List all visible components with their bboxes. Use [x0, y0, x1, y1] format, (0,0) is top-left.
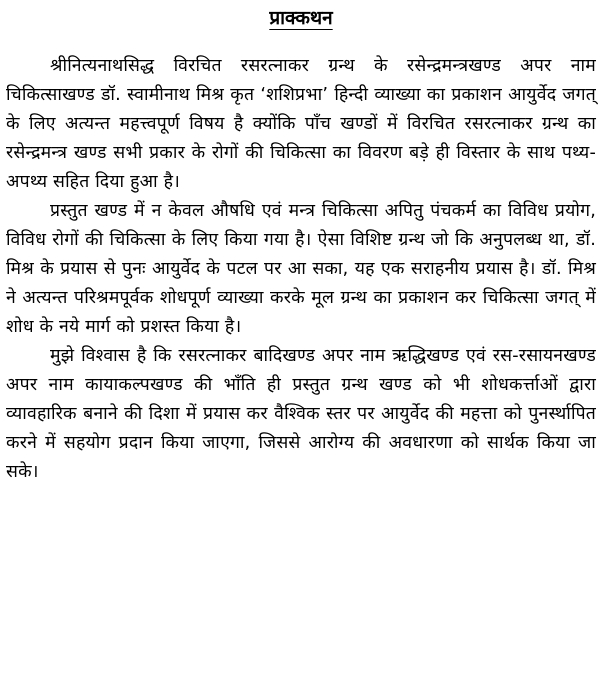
paragraph-2: प्रस्तुत खण्ड में न केवल औषधि एवं मन्त्र चिकित्सा अपितु पंचकर्म का विविध प्रयोग, विविध रोगों की चिकित्सा के लिए किया गया है। ऐसा विशिष्ट ग्रन्थ जो कि अनुपलब्ध था, डॉ. मिश्र के प्रयास से पुनः आयुर्वेद के पटल पर आ सका, यह एक सराहनीय प्रयास है। डॉ. मिश्र ने अत्यन्त परिश्रमपूर्वक शोधपूर्ण व्याख्या करके मूल ग्रन्थ का प्रकाशन कर चिकित्सा जगत् में शोध के नये मार्ग को प्रशस्त किया है। — [6, 201, 596, 337]
page-title: प्राक्कथन — [269, 7, 333, 29]
paragraph-3: मुझे विश्वास है कि रसरत्नाकर बादिखण्ड अपर नाम ऋद्धिखण्ड एवं रस-रसायनखण्ड अपर नाम कायाकल्पखण्ड की भाँति ही प्रस्तुत ग्रन्थ खण्ड को भी शोधकर्त्ताओं द्वारा व्यावहारिक बनाने की दिशा में प्रयास कर वैश्विक स्तर पर आयुर्वेद की महत्ता को पुनर्स्थापित करने में सहयोग प्रदान किया जाएगा, जिससे आरोग्य की अवधारणा को सार्थक किया जा सके। — [6, 346, 596, 482]
paragraph-1: श्रीनित्यनाथसिद्ध विरचित रसरत्नाकर ग्रन्थ के रसेन्द्रमन्त्रखण्ड अपर नाम चिकित्साखण्ड डॉ. स्वामीनाथ मिश्र कृत ‘शशिप्रभा’ हिन्दी व्याख्या का प्रकाशन आयुर्वेद जगत् के लिए अत्यन्त महत्त्वपूर्ण विषय है क्योंकि पाँच खण्डों में विरचित रसरत्नाकर ग्रन्थ का रसेन्द्रमन्त्र खण्ड सभी प्रकार के रोगों की चिकित्सा का विवरण बड़े ही विस्तार के साथ पथ्य-अपथ्य सहित दिया हुआ है। — [6, 56, 596, 192]
